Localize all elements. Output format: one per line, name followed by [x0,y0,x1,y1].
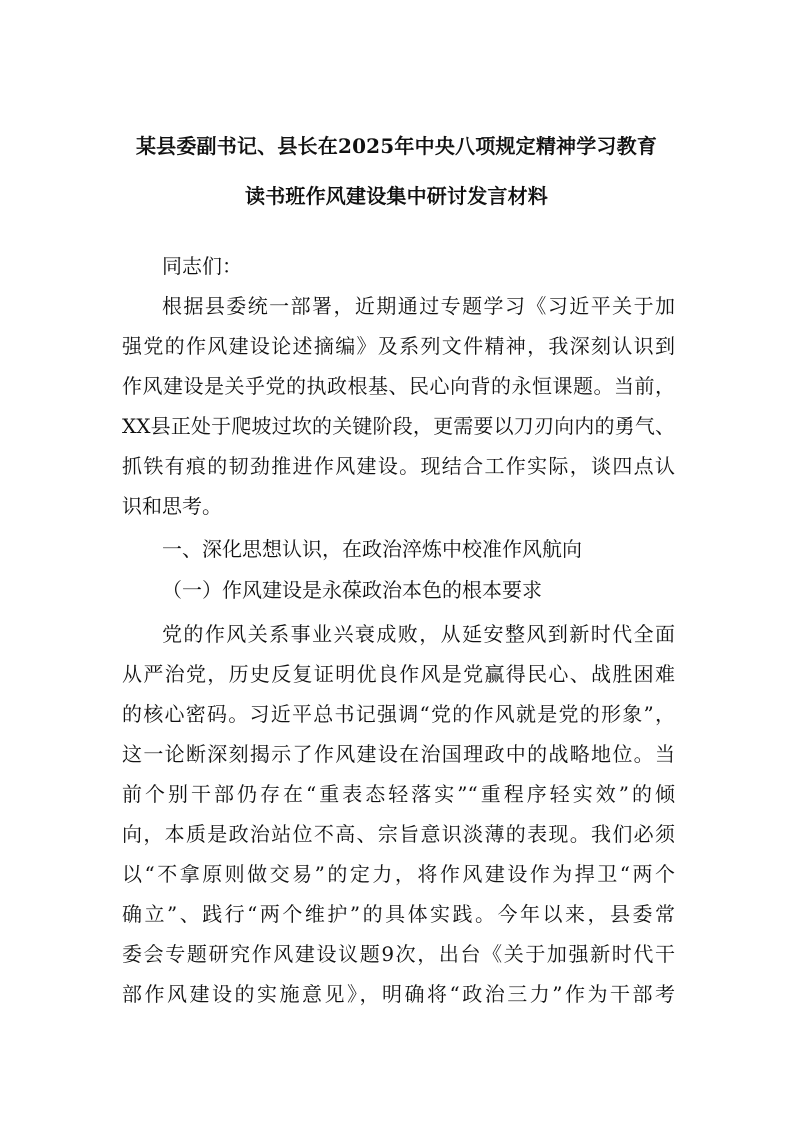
paragraph-2-line: 向，本质是政治站位不高、宗旨意识淡薄的表现。我们必须 [122,822,675,846]
paragraph-2-line: 确立”、践行“两个维护”的具体实践。今年以来，县委常 [122,902,675,926]
paragraph-2-line: 的核心密码。习近平总书记强调“党的作风就是党的形象”， [122,702,675,726]
salutation: 同志们： [162,254,242,278]
paragraph-1-line: 抓铁有痕的韧劲推进作风建设。现结合工作实际，谈四点认 [122,454,675,478]
paragraph-1-line: 强党的作风建设论述摘编》及系列文件精神，我深刻认识到 [122,334,675,358]
document-title-line-2: 读书班作风建设集中研讨发言材料 [245,184,548,208]
paragraph-2-line: 前个别干部仍存在“重表态轻落实”“重程序轻实效”的倾 [122,782,675,806]
paragraph-2-line: 党的作风关系事业兴衰成败，从延安整风到新时代全面 [162,622,675,646]
paragraph-2-line: 从严治党，历史反复证明优良作风是党赢得民心、战胜困难 [122,662,675,686]
paragraph-2-line: 这一论断深刻揭示了作风建设在治国理政中的战略地位。当 [122,742,675,766]
paragraph-2-line: 部作风建设的实施意见》，明确将“政治三力”作为干部考 [122,982,675,1006]
paragraph-1-line: XX县正处于爬坡过坎的关键阶段，更需要以刀刃向内的勇气、 [122,414,675,438]
section-heading-1: 一、深化思想认识，在政治淬炼中校准作风航向 [162,537,582,561]
paragraph-2-line: 以“不拿原则做交易”的定力，将作风建设作为捍卫“两个 [122,862,675,886]
document-title-line-1: 某县委副书记、县长在2025年中央八项规定精神学习教育 [135,134,658,158]
paragraph-1-line: 识和思考。 [122,494,222,518]
paragraph-2-line: 委会专题研究作风建设议题9次，出台《关于加强新时代干 [122,942,675,966]
subsection-heading-1: （一）作风建设是永葆政治本色的根本要求 [162,578,542,602]
paragraph-1-line: 根据县委统一部署，近期通过专题学习《习近平关于加 [162,294,675,318]
paragraph-1-line: 作风建设是关乎党的执政根基、民心向背的永恒课题。当前， [122,374,675,398]
